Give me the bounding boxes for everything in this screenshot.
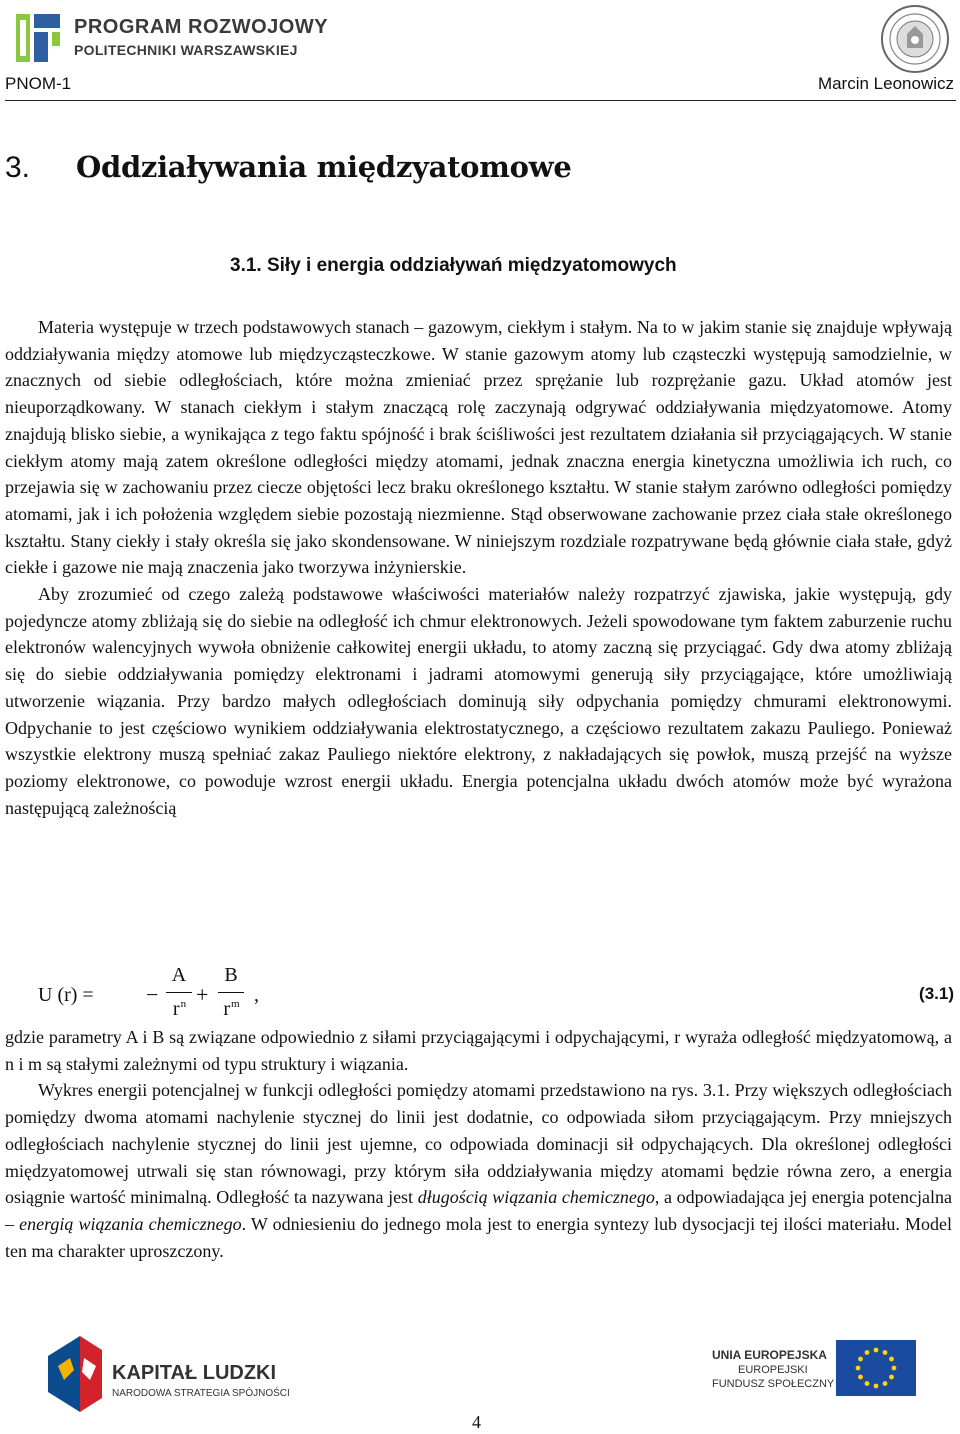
eu-line-3: FUNDUSZ SPOŁECZNY xyxy=(712,1378,835,1390)
paragraph-3: Wykres energii potencjalnej w funkcji odległości pomiędzy atomami przedstawiono na rys. 3.1. Przy większych odległościach pomiędzy dwoma atomami nachylenie stycznej do linii jest dodatnie, co odpowiada siłom przyciągającym. Przy mniejszych odległościach nachylenie stycznej do linii jest ujemne, co odpowiada dominacji sił odpychających. Dla określonej odległości międzyatomowej utrwali się stan równowagi, przy którym siła oddziaływania między atomami będzie równa zero, a energia osiągnie wartość minimalną. Odległość ta nazywana jest długością wiązania chemicznego, a odpowiadająca jej energia potencjalna – energią wiązania chemicznego. W odniesieniu do jednego mola jest to energia syntezy lub dysocjacji tej ilości materiału. Model ten ma charakter uproszczony. xyxy=(5,1080,952,1261)
equation-plus: + xyxy=(196,982,209,1007)
fraction-a-numerator: A xyxy=(171,964,187,986)
equation-comma: , xyxy=(254,984,259,1006)
fraction-b-bar xyxy=(218,992,244,993)
fraction-b-denominator: $r^m$ xyxy=(223,998,240,1020)
equation-number: (3.1) xyxy=(919,984,954,1003)
program-rozwojowy-logo xyxy=(14,10,329,66)
chapter-heading xyxy=(5,150,571,185)
kapital-ludzki-subtitle: NARODOWA STRATEGIA SPÓJNOŚCI xyxy=(112,1388,290,1399)
page-number: 4 xyxy=(472,1412,481,1432)
term-bond-energy: energią wiązania chemicznego xyxy=(19,1213,242,1234)
author-name: Marcin Leonowicz xyxy=(817,74,954,93)
eu-line-1: UNIA EUROPEJSKA xyxy=(712,1348,827,1362)
eu-line-2: EUROPEJSKI xyxy=(738,1364,808,1376)
eu-fund-logo xyxy=(712,1340,922,1400)
term-bond-length: długością wiązania chemicznego xyxy=(417,1187,655,1208)
header-divider xyxy=(5,100,956,101)
chapter-number: 3. xyxy=(5,151,31,184)
body-text xyxy=(5,314,952,821)
logo-title: PROGRAM ROZWOJOWY xyxy=(74,16,329,38)
fraction-a-denominator: $r^n$ xyxy=(172,998,187,1020)
paragraph-2: Aby zrozumieć od czego zależą podstawowe właściwości materiałów należy rozpatrzyć zjawiska, jakie występują, gdy pojedyncze atomy zbliżają się do siebie na odległość ich chmur elektronowych. Jeżeli spowodowane tym faktem zaburzenie ruchu elektronów walencyjnych wywoła obniżenie całkowitej energii układu, to atomy zaczną się przyciągać. Gdy dwa atomy zbliżają się do siebie oddziaływania pomiędzy elektronami i jadrami atomowymi generują siły przyciągające, które umożliwiają utworzenie wiązania. Przy bardzo małych odległościach dominują siły odpychania pomiędzy chmurami elektronowymi. Odpychanie to jest częściowo wynikiem oddziaływania elektrostatycznego, a częściowo rezultatem zakazu Pauliego. Ponieważ wszystkie elektrony muszą spełniać zakaz Pauliego niektóre elektrony, z nakładających się powłok, muszą przejść na wyższe poziomy elektronowe, co powoduje wzrost energii układu. Energia potencjalna układu dwóch atomów może być wyrażona następującą zależnością xyxy=(5,584,952,818)
fraction-b-numerator: B xyxy=(224,964,238,986)
university-seal-icon xyxy=(880,4,950,74)
program-rozwojowy-mark-icon xyxy=(14,10,64,66)
chapter-title: Oddziaływania międzyatomowe xyxy=(76,150,572,184)
logo-subtitle: POLITECHNIKI WARSZAWSKIEJ xyxy=(74,42,298,58)
exponent-n: n xyxy=(180,998,187,1010)
body-text-continued xyxy=(5,1024,952,1264)
kapital-ludzki-emblem-icon xyxy=(40,1336,106,1412)
equation-explanation: gdzie parametry A i B są związane odpowiednio z siłami przyciągającymi i odpychającymi, r wyraża odległość międzyatomową, a n i m są stałymi zależnymi od typu struktury i wiązania. xyxy=(5,1027,952,1074)
equation-3-1 xyxy=(38,962,956,1024)
equation-minus: − xyxy=(146,982,159,1007)
paragraph-1: Materia występuje w trzech podstawowych stanach – gazowym, ciekłym i stałym. Na to w jakim stanie się znajduje wpływają oddziaływania między atomowe lub międzycząsteczkowe. W stanie gazowym atomy lub cząsteczki występują samodzielnie, w znacznych od siebie odległościach, które można zmieniać przez sprężanie lub rozprężanie gazu. Układ atomów jest nieuporządkowany. W stanach ciekłym i stałym znaczącą rolę zaczynają odgrywać oddziaływania międzyatomowe. Atomy znajdują blisko siebie, a wynikająca z tego faktu spójność i brak ściśliwości jest rezultatem działania sił przyciągających. W stanie ciekłym atomy mają zatem określone odległości między atomami, jednak znaczna energia kinetyczna umożliwia ich ruch, co przejawia się w zachowaniu przez ciecze objętości lecz braku określonego kształtu. W stanie stałym zarówno odległości pomiędzy atomami, jak i ich położenia względem siebie pozostają niezmienne. Stąd obserwowane zachowanie przez ciała stałe określonego kształtu. Stany ciekły i stały określa się jako skondensowane. W niniejszym rozdziale rozpatrywane będą głównie ciała stałe, gdyż ciekłe i gazowe nie mają znaczenia jako tworzywa inżynierskie. xyxy=(5,317,952,578)
equation-lhs: U (r) = xyxy=(38,984,94,1006)
exponent-m: m xyxy=(231,998,240,1010)
kapital-ludzki-logo xyxy=(40,1336,290,1416)
section-heading: 3.1. Siły i energia oddziaływań międzyatomowych xyxy=(230,255,677,276)
kapital-ludzki-title: KAPITAŁ LUDZKI xyxy=(112,1362,277,1384)
eu-flag-icon xyxy=(836,1340,916,1396)
fraction-a-bar xyxy=(166,992,192,993)
course-code: PNOM-1 xyxy=(5,74,72,93)
